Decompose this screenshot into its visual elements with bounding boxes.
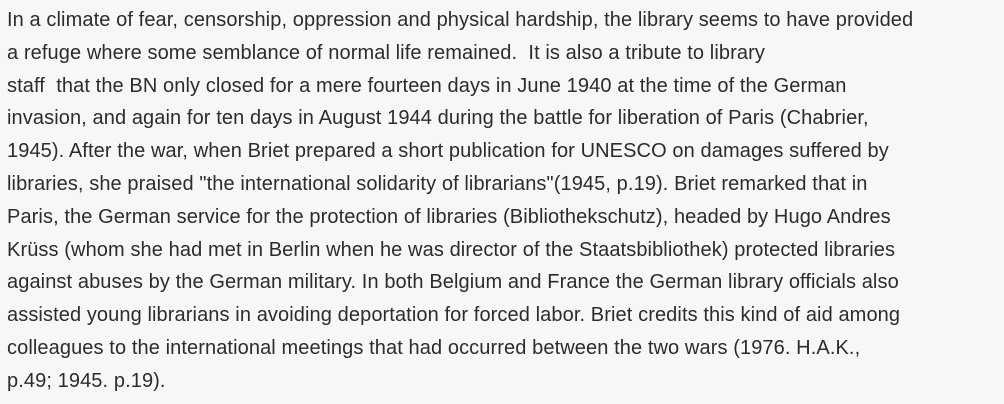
paragraph-line: assisted young librarians in avoiding deportation for forced labor. Briet credits this kind of aid among xyxy=(7,304,901,327)
paragraph-line: p.49; 1945. p.19). xyxy=(7,369,166,392)
paragraph-line: staff that the BN only closed for a mere fourteen days in June 1940 at the time of the German xyxy=(7,74,847,97)
paragraph-line: Krüss (whom she had met in Berlin when he was director of the Staatsbibliothek) protected libraries xyxy=(7,238,896,261)
body-paragraph xyxy=(7,4,998,398)
paragraph-line: In a climate of fear, censorship, oppression and physical hardship, the library seems to have provided xyxy=(7,9,914,31)
paragraph-line: invasion, and again for ten days in August 1944 during the battle for liberation of Paris (Chabrier, xyxy=(7,107,869,130)
paragraph-line: against abuses by the German military. In both Belgium and France the German library officials also xyxy=(7,271,899,294)
paragraph-line: a refuge where some semblance of normal life remained. It is also a tribute to library xyxy=(7,41,765,64)
paragraph-line: 1945). After the war, when Briet prepared a short publication for UNESCO on damages suffered by xyxy=(7,140,889,163)
paragraph-line: colleagues to the international meetings that had occurred between the two wars (1976. H.A.K., xyxy=(7,336,861,359)
paragraph-line: Paris, the German service for the protection of libraries (Bibliothekschutz), headed by Hugo Andres xyxy=(7,205,891,228)
paragraph-line: libraries, she praised "the international solidarity of librarians"(1945, p.19). Briet remarked that in xyxy=(7,172,868,195)
